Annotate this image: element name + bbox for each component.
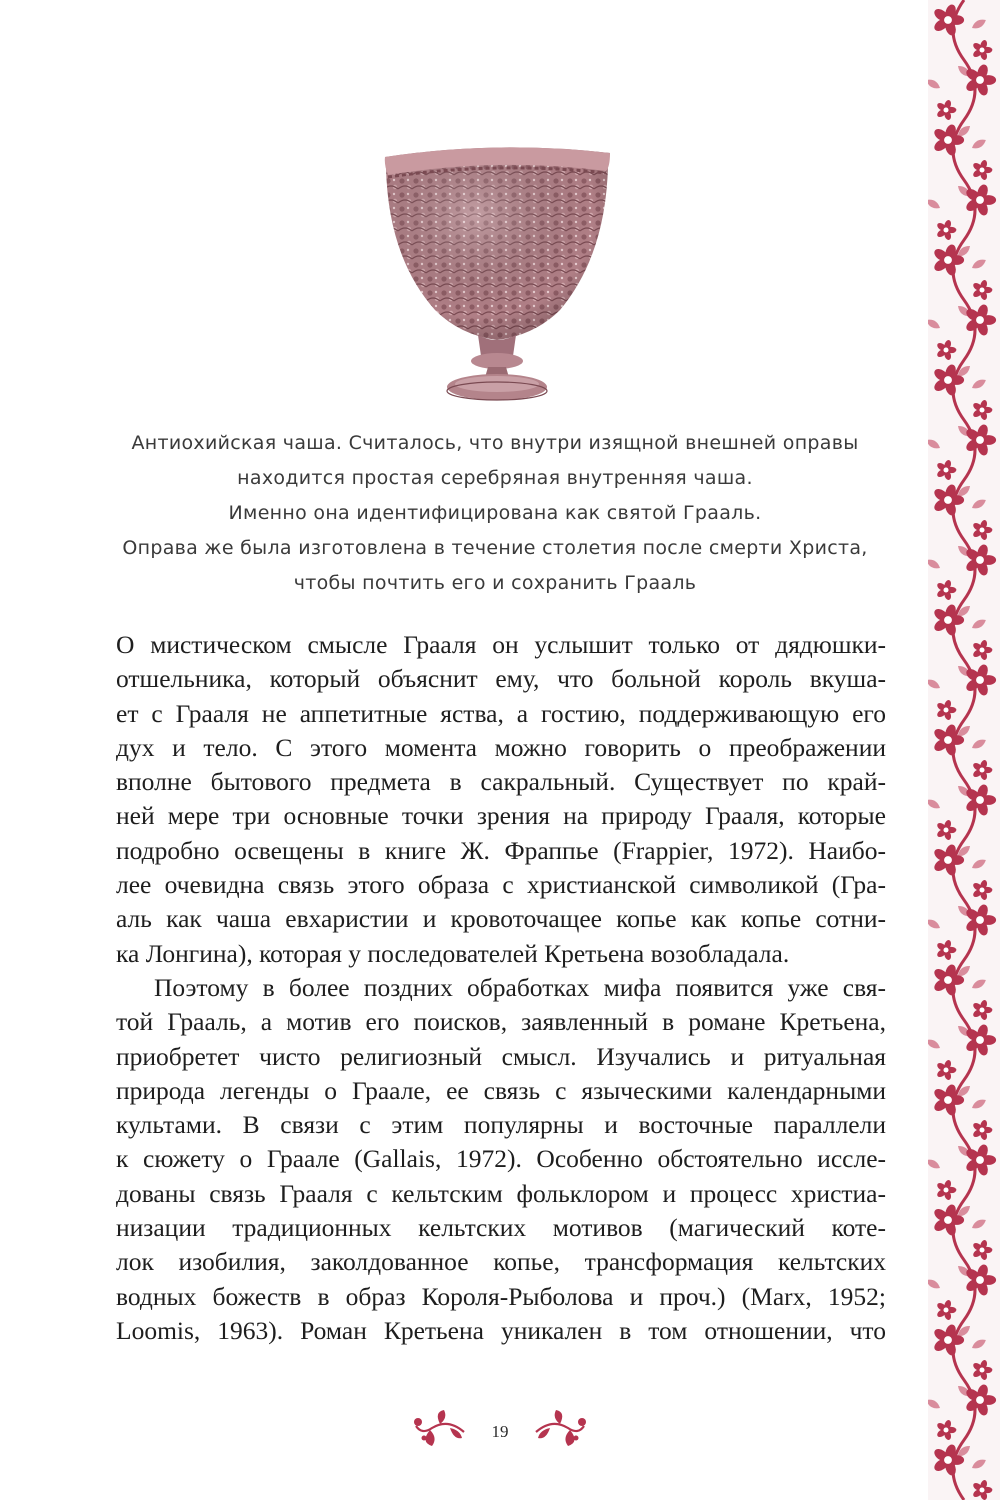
border-flower: [936, 699, 957, 721]
border-flower: [972, 759, 993, 781]
border-flower: [972, 1479, 993, 1500]
border-leaf: [970, 737, 987, 751]
border-leaf: [970, 137, 987, 151]
border-flower: [972, 39, 993, 61]
border-flower: [936, 219, 957, 241]
text-line: отшельника, который объяснит ему, что больной король вкуша-: [116, 664, 886, 694]
border-flower: [972, 519, 993, 541]
border-leaf: [928, 1157, 942, 1171]
border-leaf: [928, 557, 942, 571]
border-flower: [936, 1419, 957, 1441]
text-line: Поэтому в более поздних обработках мифа появится уже свя-: [154, 972, 886, 1002]
border-leaf: [928, 677, 942, 691]
border-flower: [972, 999, 993, 1021]
border-leaf: [970, 1457, 987, 1471]
border-flower: [936, 939, 957, 961]
border-leaf: [928, 317, 942, 331]
border-leaf: [970, 497, 987, 511]
border-flower: [936, 1299, 957, 1321]
floral-border: [928, 0, 1000, 1500]
text-line: ет с Грааля не аппетитные яства, а гостию, поддерживающую его: [116, 698, 886, 728]
caption-line: находится простая серебряная внутренняя чаша.: [237, 467, 753, 489]
border-flower: [972, 1119, 993, 1141]
border-leaf: [928, 197, 942, 211]
border-leaf: [970, 1217, 987, 1231]
border-flower: [936, 1179, 957, 1201]
text-line: ка Лонгина), которая у последователей Кретьена возобладала.: [116, 938, 790, 968]
text-line: О мистическом смысле Грааля он услышит только от дядюшки-: [116, 630, 886, 659]
text-line: аль как чаша евхаристии и кровоточащее копье как копье сотни-: [116, 904, 886, 934]
border-leaf: [928, 917, 942, 931]
floral-flourish-icon: [410, 1408, 466, 1452]
text-line: ней мере три основные точки зрения на природу Грааля, которые: [116, 801, 886, 831]
border-flower: [936, 579, 957, 601]
border-flower: [972, 879, 993, 901]
text-line: дух и тело. С этого момента можно говорить о преображении: [116, 732, 886, 762]
border-leaf: [970, 1337, 987, 1351]
text-line: вполне бытового предмета в сакральный. Существует по край-: [116, 767, 886, 797]
border-flower: [972, 1359, 993, 1381]
page-footer: [410, 1408, 590, 1458]
border-flower: [972, 159, 993, 181]
border-flower: [972, 399, 993, 421]
border-leaf: [928, 1397, 942, 1411]
text-line: водных божеств в образ Короля-Рыболова и проч.) (Marx, 1952;: [116, 1281, 886, 1311]
caption-line: Антиохийская чаша. Считалось, что внутри изящной внешней оправы: [131, 432, 859, 454]
border-leaf: [970, 257, 987, 271]
text-line: той Грааль, а мотив его поисков, заявленный в романе Кретьена,: [116, 1007, 886, 1037]
floral-border-pattern: [928, 0, 1000, 1500]
page-number: 19: [491, 1422, 509, 1441]
text-line: приобретет чисто религиозный смысл. Изучались и ритуальная: [116, 1041, 886, 1071]
border-flower: [936, 459, 957, 481]
figure-caption: [100, 426, 890, 601]
caption-line: Оправа же была изготовлена в течение столетия после смерти Христа,: [122, 537, 868, 559]
border-leaf: [928, 437, 942, 451]
border-flower: [972, 639, 993, 661]
text-line: Loomis, 1963). Роман Кретьена уникален в том отношении, что: [116, 1315, 886, 1345]
border-leaf: [928, 1037, 942, 1051]
text-line: к сюжету о Граале (Gallais, 1972). Особенно обстоятельно иссле-: [116, 1144, 886, 1174]
caption-line: Именно она идентифицирована как святой Грааль.: [228, 502, 762, 524]
text-line: лок изобилия, заколдованное копье, трансформация кельтских: [116, 1247, 886, 1277]
text-line: дованы связь Грааля с кельтским фольклором и процесс христиа-: [116, 1178, 886, 1208]
border-flower: [972, 1239, 993, 1261]
text-line: лее очевидна связь этого образа с христианской символикой (Гра-: [116, 870, 886, 900]
text-line: культами. В связи с этим популярны и восточные параллели: [116, 1110, 886, 1140]
border-leaf: [970, 377, 987, 391]
text-line: природа легенды о Граале, ее связь с языческими календарными: [116, 1075, 886, 1105]
border-flower: [936, 339, 957, 361]
border-leaf: [928, 797, 942, 811]
text-line: подробно освещены в книге Ж. Фраппье (Frappier, 1972). Наибо-: [116, 835, 886, 865]
floral-flourish-icon: [534, 1408, 590, 1452]
border-flower: [936, 99, 957, 121]
border-leaf: [970, 17, 987, 31]
body-text: [116, 628, 886, 1348]
border-leaf: [970, 1097, 987, 1111]
caption-line: чтобы почтить его и сохранить Грааль: [293, 572, 697, 594]
border-leaf: [970, 977, 987, 991]
border-flower: [936, 819, 957, 841]
text-line: низации традиционных кельтских мотивов (магический коте-: [116, 1213, 886, 1243]
border-flower: [936, 1059, 957, 1081]
border-flower: [972, 279, 993, 301]
border-leaf: [970, 857, 987, 871]
chalice-illustration: [370, 135, 625, 410]
border-leaf: [928, 1277, 942, 1291]
border-leaf: [928, 77, 942, 91]
border-leaf: [970, 617, 987, 631]
